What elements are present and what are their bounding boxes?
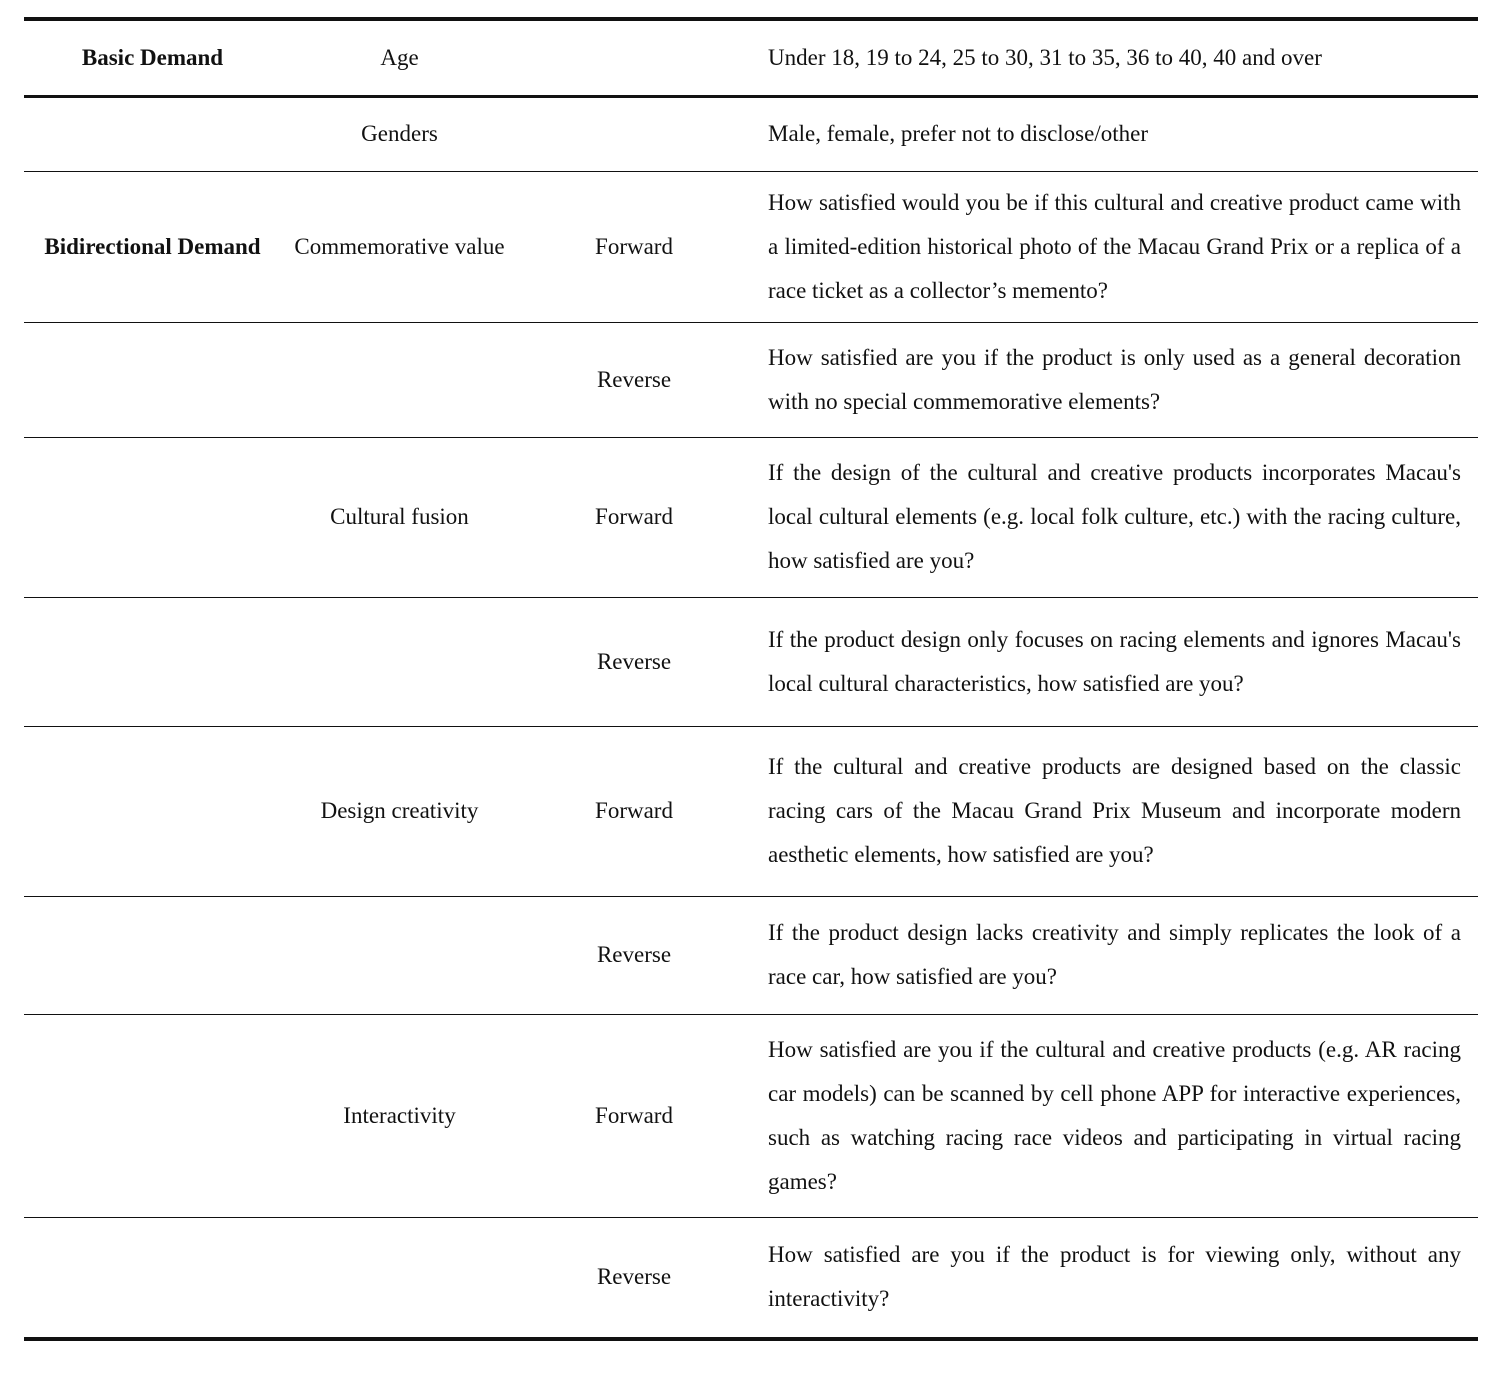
table-row <box>24 19 1478 96</box>
direction-cell: Reverse <box>518 322 750 437</box>
question-cell: How satisfied are you if the product is for viewing only, without any interactivity? <box>750 1217 1478 1339</box>
category-cell <box>24 322 281 437</box>
question-cell: If the design of the cultural and creative products incorporates Macau's local cultural elements (e.g. local folk culture, etc.) with the racing culture, how satisfied are you? <box>750 437 1478 597</box>
category-cell <box>24 1014 281 1217</box>
demand-questionnaire-table <box>24 17 1478 1341</box>
table-row <box>24 1217 1478 1339</box>
table-row <box>24 597 1478 726</box>
attribute-cell <box>281 1217 518 1339</box>
direction-cell: Forward <box>518 437 750 597</box>
attribute-cell <box>281 322 518 437</box>
direction-cell <box>518 96 750 171</box>
category-cell <box>24 597 281 726</box>
question-cell: How satisfied would you be if this cultural and creative product came with a limited-edition historical photo of the Macau Grand Prix or a replica of a race ticket as a collector’s memento? <box>750 171 1478 322</box>
demand-questionnaire-table-wrapper <box>24 17 1478 1341</box>
question-cell: If the product design only focuses on racing elements and ignores Macau's local cultural characteristics, how satisfied are you? <box>750 597 1478 726</box>
question-cell: If the cultural and creative products are designed based on the classic racing cars of the Macau Grand Prix Museum and incorporate modern aesthetic elements, how satisfied are you? <box>750 726 1478 896</box>
attribute-cell <box>281 597 518 726</box>
attribute-cell: Cultural fusion <box>281 437 518 597</box>
question-cell: How satisfied are you if the product is only used as a general decoration with no special commemorative elements? <box>750 322 1478 437</box>
direction-cell: Reverse <box>518 1217 750 1339</box>
direction-cell: Reverse <box>518 597 750 726</box>
table-row <box>24 322 1478 437</box>
direction-cell: Forward <box>518 171 750 322</box>
direction-cell: Forward <box>518 1014 750 1217</box>
direction-cell: Forward <box>518 726 750 896</box>
category-cell <box>24 896 281 1014</box>
category-cell <box>24 96 281 171</box>
table-row <box>24 96 1478 171</box>
table-row <box>24 437 1478 597</box>
table-row <box>24 896 1478 1014</box>
attribute-cell: Interactivity <box>281 1014 518 1217</box>
category-cell <box>24 437 281 597</box>
table-row <box>24 1014 1478 1217</box>
table-row <box>24 726 1478 896</box>
attribute-cell: Commemorative value <box>281 171 518 322</box>
category-cell <box>24 1217 281 1339</box>
question-cell: If the product design lacks creativity and simply replicates the look of a race car, how satisfied are you? <box>750 896 1478 1014</box>
category-cell <box>24 726 281 896</box>
attribute-cell <box>281 896 518 1014</box>
question-cell: How satisfied are you if the cultural and creative products (e.g. AR racing car models) can be scanned by cell phone APP for interactive experiences, such as watching racing race videos and participating in virtual racing games? <box>750 1014 1478 1217</box>
table-row <box>24 171 1478 322</box>
question-cell: Under 18, 19 to 24, 25 to 30, 31 to 35, 36 to 40, 40 and over <box>750 19 1478 96</box>
direction-cell <box>518 19 750 96</box>
question-cell: Male, female, prefer not to disclose/other <box>750 96 1478 171</box>
category-cell: Basic Demand <box>24 19 281 96</box>
category-cell: Bidirectional Demand <box>24 171 281 322</box>
attribute-cell: Age <box>281 19 518 96</box>
attribute-cell: Genders <box>281 96 518 171</box>
attribute-cell: Design creativity <box>281 726 518 896</box>
direction-cell: Reverse <box>518 896 750 1014</box>
